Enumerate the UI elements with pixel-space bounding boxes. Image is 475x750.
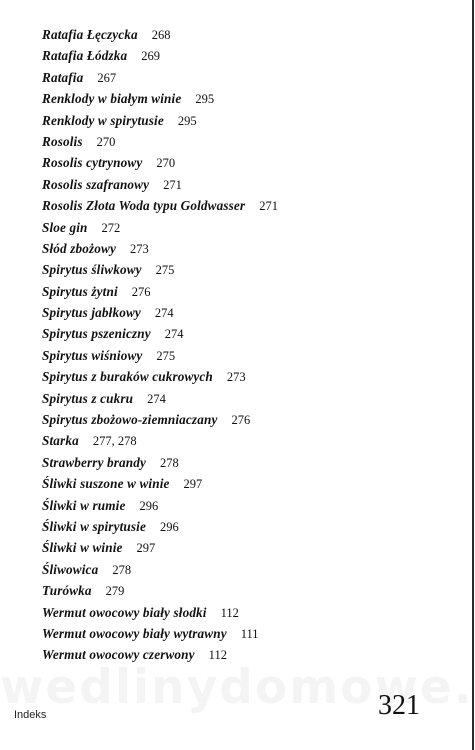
entry-page: 295 [177, 113, 197, 128]
entry-name: Wermut owocowy czerwony [42, 647, 195, 663]
index-entry [42, 602, 278, 623]
entry-page: 274 [164, 327, 184, 342]
index-entry [42, 430, 278, 451]
index-entry [42, 452, 278, 473]
entry-name: Spirytus zbożowo-ziemniaczany [42, 412, 218, 428]
entry-name: Śliwki w winie [42, 540, 123, 556]
entry-name: Spirytus pszeniczny [42, 326, 151, 342]
index-entry [42, 281, 278, 302]
entry-page: 270 [96, 134, 116, 149]
entry-page: 270 [156, 156, 176, 171]
entry-name: Spirytus z buraków cukrowych [42, 369, 213, 385]
entry-page: 271 [163, 177, 182, 192]
index-entry [42, 152, 278, 173]
entry-name: Śliwki w rumie [42, 497, 126, 513]
index-entry [42, 644, 278, 665]
entry-page: 277, 278 [92, 434, 137, 449]
entry-name: Rosolis szafranowy [42, 176, 150, 192]
index-entry [42, 24, 278, 45]
index-entry [42, 516, 278, 537]
entry-name: Wermut owocowy biały wytrawny [42, 625, 227, 641]
entry-page: 295 [195, 92, 215, 107]
entry-page: 275 [156, 348, 176, 363]
entry-name: Śliwowica [42, 561, 99, 577]
entry-page: 268 [151, 28, 171, 42]
entry-name: Sloe gin [42, 219, 88, 235]
entry-page: 296 [139, 498, 159, 513]
entry-page: 112 [220, 605, 239, 620]
entry-name: Śliwki suszone w winie [42, 476, 170, 492]
entry-page: 276 [231, 413, 251, 428]
entry-name: Ratafia [42, 69, 84, 85]
index-entry [42, 323, 278, 344]
index-entry [42, 537, 278, 558]
section-label: Indeks [14, 709, 47, 721]
entry-page: 112 [208, 648, 227, 663]
index-entry [42, 495, 278, 516]
entry-name: Ratafia Łęczycka [42, 27, 138, 42]
entry-name: Spirytus śliwkowy [42, 262, 142, 278]
entry-name: Strawberry brandy [42, 454, 147, 470]
index-entry [42, 302, 278, 323]
entry-page: 271 [259, 199, 278, 214]
entry-name: Słód zbożowy [42, 240, 116, 256]
index-entry [42, 580, 278, 601]
entry-page: 111 [240, 626, 259, 641]
index-entry [42, 45, 278, 66]
entry-name: Renklody w białym winie [42, 91, 182, 107]
index-entry [42, 88, 278, 109]
entry-page: 272 [101, 220, 121, 235]
entry-name: Ratafia Łódzka [42, 48, 128, 64]
index-entry [42, 345, 278, 366]
entry-page: 297 [183, 477, 203, 492]
entry-name: Rosolis cytrynowy [42, 155, 143, 171]
index-entry [42, 559, 278, 580]
entry-name: Spirytus jabłkowy [42, 305, 141, 321]
index-list [42, 24, 278, 666]
entry-page: 279 [105, 584, 125, 599]
index-entry [42, 110, 278, 131]
index-entry [42, 623, 278, 644]
index-entry [42, 388, 278, 409]
entry-page: 278 [112, 562, 132, 577]
entry-name: Spirytus z cukru [42, 390, 134, 406]
entry-name: Spirytus żytni [42, 283, 118, 299]
page-number: 321 [378, 690, 420, 721]
page-edge-rule [472, 0, 474, 750]
entry-page: 273 [226, 370, 246, 385]
index-entry [42, 67, 278, 88]
entry-page: 276 [131, 284, 151, 299]
entry-name: Turówka [42, 583, 92, 599]
entry-page: 269 [141, 49, 161, 64]
entry-page: 275 [155, 263, 175, 278]
entry-page: 278 [160, 455, 179, 470]
entry-name: Renklody w spirytusie [42, 112, 164, 128]
index-entry [42, 131, 278, 152]
index-entry [42, 473, 278, 494]
index-entry [42, 217, 278, 238]
entry-name: Śliwki w spirytusie [42, 518, 146, 534]
index-entry [42, 259, 278, 280]
entry-page: 274 [154, 306, 174, 321]
entry-name: Spirytus wiśniowy [42, 347, 143, 363]
index-entry [42, 238, 278, 259]
entry-page: 273 [129, 241, 149, 256]
entry-page: 296 [159, 519, 179, 534]
entry-name: Starka [42, 433, 79, 449]
entry-name: Rosolis Złota Woda typu Goldwasser [42, 198, 246, 214]
index-entry [42, 195, 278, 216]
entry-name: Rosolis [42, 133, 83, 149]
entry-page: 274 [147, 391, 166, 406]
index-entry [42, 366, 278, 387]
index-entry [42, 409, 278, 430]
entry-page: 267 [97, 70, 117, 85]
entry-name: Wermut owocowy biały słodki [42, 604, 207, 620]
index-entry [42, 174, 278, 195]
entry-page: 297 [136, 541, 156, 556]
